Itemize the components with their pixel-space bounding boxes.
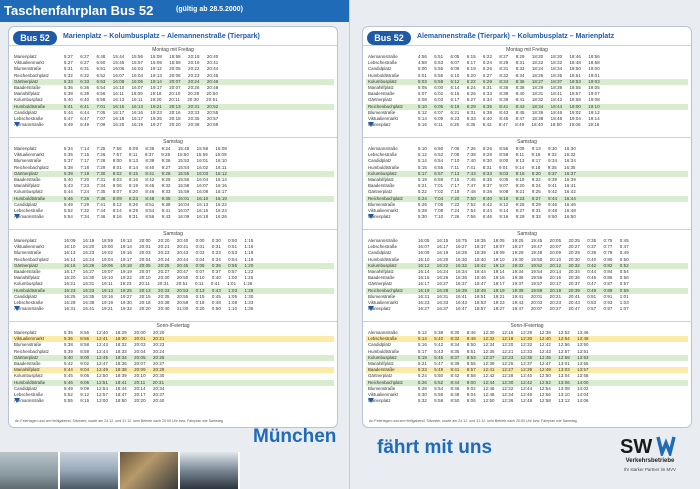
- stop-name: Alemannstraße: [368, 238, 398, 243]
- departure-times: 5:32 6:32 6:52 16:07 16:04 19:13 20:06 20:23 20:45: [64, 72, 219, 78]
- stop-name: Reichenbachplatz: [14, 256, 49, 262]
- timetable-row: [366, 122, 688, 128]
- stop-name: Candidplatz: [368, 66, 392, 72]
- timetable-row: [12, 122, 334, 128]
- stop-name: Reichenbachplatz: [14, 348, 49, 354]
- stop-name: Kolumbusplatz: [368, 78, 397, 84]
- svg-text:SW: SW: [620, 436, 653, 456]
- departure-times: 16:07 16:17 16:27 18:37 19:07 19:27 19:47 20:07 20:27 0:37 0:77 0:47: [418, 244, 629, 250]
- stop-name: Mariahilfplatz: [368, 84, 394, 90]
- stop-name: Reichenbachplatz: [368, 103, 403, 109]
- stop-name: Candidplatz: [368, 342, 392, 348]
- stop-name: Viktualienmarkt: [14, 244, 44, 250]
- timetable-block: [366, 238, 688, 312]
- direction-arrow-icon: [368, 306, 374, 311]
- footnote: An Feiertagen und am Heiligabend, Silvester, sowie am 24.12. und 31.12. kein Betrieb nach 20:00 Uhr bzw. Fahrplan wie Samstag: [369, 419, 577, 423]
- stop-name: Candidplatz: [14, 293, 38, 299]
- departure-times: 5:07 6:02 6:16 6:26 6:33 8:38 8:40 18:31 18:41 18:57 19:07: [418, 91, 600, 97]
- departure-times: 5:26 5:52 8:44 9:00 12:44 12:30 12:42 12:52 13:06 14:00: [418, 379, 589, 385]
- stop-name: Marienplatz: [368, 122, 391, 128]
- departure-times: 5:08 6:03 6:17 6:27 6:34 8:39 8:41 18:32 18:42 18:58 19:08: [418, 97, 600, 103]
- stop-name: Mariahilfplatz: [14, 183, 40, 189]
- direction-arrow-icon: [14, 306, 20, 311]
- section-divider: [9, 137, 337, 138]
- section-divider: [363, 45, 691, 46]
- stop-name: Kolumbusplatz: [14, 97, 43, 103]
- departure-times: 5:21 5:47 8:39 8:55 12:39 12:25 12:37 12:47 13:01 13:55: [418, 360, 589, 366]
- stop-name: Viktualienmarkt: [368, 391, 398, 397]
- stop-name: Gärtnerplatz: [368, 189, 393, 195]
- departure-times: 16:09 16:19 16:29 18:39 19:09 19:29 19:49 20:09 20:29 0:39 0:79 0:49: [418, 250, 629, 256]
- departure-times: 5:14 6:09 6:23 6:33 6:40 8:45 8:47 18:38 18:48 19:04 19:14: [418, 115, 600, 121]
- departure-times: 16:28 16:38 19:19 19:30 20:18 20:38 20:58 0:18 0:48 1:08 1:33: [64, 299, 254, 305]
- stop-name: Lebschestraße: [14, 115, 44, 121]
- departure-times: 5:34 7:14 7:25 7:56 8:09 8:36 9:24 15:49 15:58 16:08: [64, 146, 227, 151]
- departure-times: 5:52 7:32 7:44 8:14 8:29 8:54 9:41 16:07 16:15 16:24: [64, 207, 227, 213]
- timetable-row: [366, 214, 688, 220]
- section-divider: [363, 321, 691, 322]
- departure-times: 5:27 6:27 6:48 15:44 15:56 15:08 15:58 20:18 20:40: [64, 54, 219, 59]
- departure-times: 5:52 9:12 12:57 18:47 20:17 20:37: [64, 391, 165, 397]
- timetable-block: [366, 330, 688, 404]
- stop-name: Kolumbusplatz: [368, 170, 397, 176]
- departure-times: 16:19 16:29 16:39 18:49 19:19 19:39 19:59 20:19 20:39 0:49 0:89 0:59: [418, 287, 629, 293]
- stop-name: Baaderstraße: [368, 91, 395, 97]
- stop-name: Gärtnerplatz: [368, 97, 393, 103]
- departure-times: 5:46 7:26 7:38 8:09 8:23 8:48 9:35 16:01 16:10 16:19: [64, 195, 227, 201]
- stop-name: Lebschestraße: [368, 152, 398, 158]
- departure-times: 5:37 7:17 7:28 8:00 8:13 8:39 9:26 15:53 16:01 16:10: [64, 158, 227, 164]
- stop-name: Humboldtstraße: [14, 103, 46, 109]
- departure-times: 16:31 16:41 19:21 19:32 20:20 20:40 21:00 0:20 0:50 1:10 1:35: [64, 306, 254, 312]
- section-divider: [363, 229, 691, 230]
- departure-times: 5:16 6:11 6:25 6:35 6:42 8:47 8:49 18:40 18:50 19:06 19:16: [418, 122, 600, 128]
- departure-times: 16:23 16:33 16:43 18:53 19:23 19:43 20:03 20:23 20:43 0:53 0:93 1:03: [418, 299, 629, 305]
- stop-name: Candidplatz: [14, 109, 38, 115]
- stop-name: Baaderstraße: [368, 183, 395, 189]
- timetable-row: [366, 398, 688, 404]
- validity-note: (gültig ab 28.5.2000): [176, 6, 243, 13]
- section-divider: [9, 45, 337, 46]
- departure-times: 5:19 5:45 8:37 8:53 12:37 12:23 12:35 12:45 12:59 13:53: [418, 354, 589, 360]
- bus-line-badge: Bus 52: [367, 31, 411, 45]
- departure-times: 5:54 7:34 7:46 8:16 8:31 8:56 9:43 16:09 16:18 16:26: [64, 214, 227, 220]
- departure-times: 5:39 7:19 7:30 8:02 8:15 8:41 9:28 15:55 16:03 16:12: [64, 170, 227, 176]
- departure-times: 5:17 5:43 8:35 8:51 12:35 12:21 12:33 12:43 12:57 13:51: [418, 348, 589, 354]
- departure-times: 5:12 6:07 6:21 6:31 6:38 8:43 8:45 18:36 18:46 19:02 19:12: [418, 109, 600, 115]
- stop-name: Blumenstraße: [14, 158, 42, 164]
- section-label: Montag mit Freitag: [152, 47, 194, 53]
- departure-times: 5:30 5:56 8:48 9:04 12:48 12:34 12:46 12:56 13:10 14:04: [418, 391, 589, 397]
- departure-times: 5:22 7:02 7:18 7:48 8:38 9:08 9:21 9:25 9:42 16:42: [418, 189, 576, 195]
- stop-name: Blumenstraße: [368, 293, 396, 299]
- stop-name: Humboldtstraße: [368, 164, 400, 170]
- departure-times: 16:17 16:27 16:37 18:47 19:17 19:37 19:57 20:17 20:37 0:47 0:87 0:57: [418, 281, 629, 287]
- stop-name: Marienplatz: [14, 330, 37, 335]
- departure-times: 5:24 7:04 7:20 7:50 8:40 9:10 9:23 9:27 9:44 16:44: [418, 195, 576, 201]
- bus-photo: [180, 452, 240, 489]
- departure-times: 5:21 7:01 7:17 7:47 8:37 9:07 9:20 9:24 9:41 16:41: [418, 183, 576, 189]
- timetable-block: [12, 54, 334, 128]
- departure-times: 16:16 16:26 16:36 18:46 19:16 19:36 19:56 20:16 20:36 0:46 0:86 0:56: [418, 275, 629, 281]
- departure-times: 5:44 7:24 7:35 8:07 8:20 8:46 9:33 15:59 16:08 16:17: [64, 189, 227, 195]
- departure-times: 5:38 7:18 7:29 8:01 8:14 8:40 9:27 15:54 16:02 16:11: [64, 164, 227, 170]
- departure-times: 5:31 6:31 6:51 16:06 16:03 19:12 20:05 20:22 20:44: [64, 66, 219, 72]
- route-name: Marienplatz – Kolumbusplatz – Alemannenstraße (Tierpark): [63, 33, 260, 40]
- timetable-block: [12, 146, 334, 220]
- timetable-row: [12, 214, 334, 220]
- departure-times: 5:39 6:39 6:56 16:11 16:09 19:18 20:10 20:28 20:50: [64, 91, 218, 97]
- section-divider: [9, 229, 337, 230]
- stop-name: Viktualienmarkt: [14, 336, 44, 342]
- departure-times: 4:58 5:53 6:07 6:17 6:24 8:29 8:31 18:22 18:32 18:48 18:58: [418, 60, 600, 66]
- departure-times: 5:05 6:00 6:14 6:24 6:31 8:36 8:38 18:29 18:39 18:55 19:05: [418, 84, 600, 90]
- departure-times: 4:56 5:51 6:05 6:15 6:22 8:27 8:29 18:20 18:30 18:46 18:56: [418, 54, 600, 59]
- departure-times: 5:00 5:55 6:09 6:19 6:26 8:31 8:33 18:24 18:34 18:50 19:00: [418, 66, 600, 72]
- departure-times: 5:35 8:55 12:40 18:29 20:00 20:20: [64, 330, 165, 335]
- timetable-row: [12, 306, 334, 312]
- stop-name: Kolumbusplatz: [368, 354, 397, 360]
- stop-name: Kolumbusplatz: [14, 189, 43, 195]
- departure-times: 5:46 9:06 12:51 18:41 20:11 20:31: [64, 379, 165, 385]
- stop-name: Baaderstraße: [14, 360, 41, 366]
- stop-name: Viktualienmarkt: [368, 299, 398, 305]
- stop-name: Baaderstraße: [368, 367, 395, 373]
- departure-times: 16:21 16:31 16:41 18:51 19:21 19:41 20:01 20:21 20:41 0:51 0:91 1:01: [418, 293, 629, 299]
- departure-times: 5:45 9:05 12:50 18:39 20:10 20:30: [64, 373, 165, 379]
- stop-name: Mariahilfplatz: [368, 360, 394, 366]
- stop-name: Viktualienmarkt: [14, 152, 44, 158]
- stop-name: Lebschestraße: [14, 299, 44, 305]
- bus-photo: [0, 452, 60, 489]
- stop-name: Marienplatz: [14, 146, 37, 151]
- stop-name: Reichenbachplatz: [14, 164, 49, 170]
- stop-name: Blumenstraße: [14, 250, 42, 256]
- departure-times: 5:44 6:44 7:05 16:17 16:16 19:23 20:16 20:33 20:55: [64, 109, 219, 115]
- stop-name: Humboldtstraße: [14, 195, 46, 201]
- departure-times: 5:49 9:09 12:54 18:44 20:14 20:34: [64, 385, 165, 391]
- stop-name: Blumenstraße: [368, 201, 396, 207]
- departure-times: 16:10 16:20 19:00 19:14 20:01 20:21 20:41 0:01 0:31 0:51 1:16: [64, 244, 254, 250]
- stop-name: Lebschestraße: [14, 391, 44, 397]
- stop-name: Mariahilfplatz: [14, 367, 40, 373]
- stop-name: Humboldtstraße: [368, 256, 400, 262]
- departure-times: 5:24 5:50 8:42 8:58 12:42 12:28 12:40 12:50 13:04 13:58: [418, 373, 589, 379]
- stop-name: Marienplatz: [14, 54, 37, 59]
- departure-times: 5:44 9:04 12:49 18:38 20:09 20:29: [64, 367, 165, 373]
- stop-name: Alemannstraße: [14, 122, 44, 128]
- stop-name: Kolumbusplatz: [14, 373, 43, 379]
- bus-photo: [60, 452, 120, 489]
- departure-times: 5:39 8:59 12:44 18:33 20:04 20:24: [64, 348, 165, 354]
- stop-name: Humboldtstraße: [14, 379, 46, 385]
- section-label: Samstag: [163, 139, 183, 145]
- departure-times: 16:25 16:35 19:16 19:27 20:15 20:35 20:55 0:15 0:45 1:05 1:30: [64, 293, 254, 299]
- stop-name: Gärtnerplatz: [14, 170, 39, 176]
- stop-name: Viktualienmarkt: [14, 60, 44, 66]
- direction-arrow-icon: [14, 214, 20, 219]
- stop-name: Humboldtstraße: [368, 72, 400, 78]
- stop-name: Mariahilfplatz: [14, 275, 40, 281]
- stop-name: Kolumbusplatz: [14, 281, 43, 287]
- route-name: Alemannenstraße (Tierpark) – Kolumbusplatz – Marienplatz: [417, 33, 615, 40]
- stop-name: Baaderstraße: [14, 84, 41, 90]
- timetable-block: [366, 146, 688, 220]
- departure-times: 5:27 6:27 6:50 15:45 15:57 15:09 15:59 20:19 20:41: [64, 60, 219, 66]
- departure-times: 5:17 6:57 7:13 7:43 8:33 9:03 9:16 9:20 9:37 16:37: [418, 170, 576, 176]
- departure-times: 5:35 7:15 7:26 7:57 8:11 8:37 9:25 15:50 15:59 16:09: [64, 152, 227, 158]
- departure-times: 16:17 16:27 19:07 19:19 20:07 20:27 20:47 0:07 0:37 0:57 1:22: [64, 268, 254, 274]
- departure-times: 5:36 6:36 6:54 16:10 16:07 19:17 20:07 20:26 20:48: [64, 84, 219, 90]
- departure-times: 16:09 16:19 18:59 19:13 20:00 20:20 20:40 0:00 0:30 0:50 1:15: [64, 238, 254, 243]
- departure-times: 5:12 6:52 7:08 7:38 8:28 8:58 9:11 9:15 9:32 16:32: [418, 152, 576, 158]
- footnote: An Feiertagen und am Heiligabend, Silvester, sowie am 24.12. und 31.12. kein Betrieb nach 20:00 Uhr bzw. Fahrplan wie Samstag: [15, 419, 223, 423]
- stop-name: Blumenstraße: [368, 385, 396, 391]
- stop-name: Mariahilfplatz: [368, 268, 394, 274]
- departure-times: 5:16 5:42 8:34 8:50 12:34 12:20 12:32 12:42 12:56 13:50: [418, 342, 589, 348]
- section-label: Sonn-/Feiertag: [510, 323, 544, 329]
- stop-name: Gärtnerplatz: [14, 78, 39, 84]
- swm-logo: [618, 434, 678, 456]
- section-divider: [363, 137, 691, 138]
- stop-name: Candidplatz: [14, 201, 38, 207]
- stop-name: Alemannstraße: [368, 146, 398, 151]
- departure-times: 5:10 6:50 7:06 7:36 8:26 8:56 9:09 9:13 9:30 16:30: [418, 146, 576, 151]
- stop-name: Lebschestraße: [14, 207, 44, 213]
- section-label: Samstag: [517, 139, 537, 145]
- departure-times: 16:16 16:26 19:06 19:18 20:05 20:25 20:45 0:05 0:35 0:55 1:20: [64, 262, 254, 268]
- departure-times: 5:26 7:06 7:22 7:52 8:42 9:12 9:25 9:29 9:46 16:46: [418, 201, 576, 207]
- stop-name: Lebschestraße: [368, 244, 398, 250]
- stop-name: Alemannstraße: [368, 54, 398, 59]
- stop-name: Baaderstraße: [368, 275, 395, 281]
- departure-times: 5:28 7:08 7:24 7:54 8:44 9:14 9:27 9:31 9:48 16:48: [418, 207, 576, 213]
- departure-times: 16:21 16:31 19:11 19:23 20:11 20:31 20:51 0:11 0:41 1:01 1:26: [64, 281, 253, 287]
- stop-name: Reichenbachplatz: [368, 195, 403, 201]
- timetable-panel-outbound: [8, 26, 338, 428]
- tagline-faehrt: fährt mit uns: [377, 437, 493, 458]
- direction-arrow-icon: [14, 398, 20, 403]
- section-label: Sonn-/Feiertag: [156, 323, 190, 329]
- departure-times: 16:12 16:22 16:32 18:42 19:12 19:32 19:52 20:12 20:32 0:42 0:82 0:52: [418, 262, 629, 268]
- stop-name: Blumenstraße: [14, 66, 42, 72]
- departure-times: 16:10 16:20 16:30 18:40 19:10 19:30 19:50 20:10 20:30 0:40 0:80 0:50: [418, 256, 629, 262]
- departure-times: 5:40 9:00 12:45 18:34 20:05 20:25: [64, 354, 165, 360]
- departure-times: 5:40 6:40 6:58 16:13 16:11 19:20 20:11 20:30 20:51: [64, 97, 218, 103]
- stop-name: Gärtnerplatz: [368, 281, 393, 287]
- stop-name: Reichenbachplatz: [368, 287, 403, 293]
- departure-times: 5:49 7:29 7:41 8:12 8:26 8:51 9:38 16:04 16:13 16:22: [64, 201, 227, 207]
- departure-times: 5:01 5:56 6:10 6:20 6:27 8:32 8:34 18:25 18:35 18:51 19:01: [418, 72, 600, 78]
- departure-times: 5:23 5:49 8:41 8:57 12:41 12:27 12:39 12:49 13:03 13:57: [418, 367, 589, 373]
- departure-times: 16:14 16:24 16:34 18:44 19:14 19:34 19:54 20:14 20:34 0:44 0:84 0:54: [418, 268, 629, 274]
- stop-name: Baaderstraße: [14, 268, 41, 274]
- departure-times: 5:14 5:40 8:32 8:48 12:32 12:18 12:30 12:40 12:54 13:48: [418, 336, 589, 342]
- departure-times: 16:13 16:23 19:02 19:16 20:03 20:23 20:43 0:03 0:33 0:53 1:18: [64, 250, 254, 256]
- stop-name: Candidplatz: [368, 158, 392, 164]
- bus-photo: [120, 452, 180, 489]
- stop-name: Reichenbachplatz: [14, 72, 49, 78]
- stop-name: Alemannstraße: [368, 330, 398, 335]
- stop-name: Mariahilfplatz: [368, 176, 394, 182]
- photo-strip: [0, 452, 240, 489]
- tagline-munich: München: [253, 426, 337, 447]
- stop-name: Humboldtstraße: [368, 348, 400, 354]
- stop-name: Marienplatz: [368, 398, 391, 404]
- stop-name: Mariahilfplatz: [14, 91, 40, 97]
- departure-times: 16:14 16:24 19:04 19:17 20:04 20:24 20:44 0:04 0:34 0:54 1:19: [64, 256, 254, 262]
- stop-name: Marienplatz: [368, 214, 391, 220]
- departure-times: 5:30 7:10 7:26 7:56 8:46 9:16 9:29 9:33 9:50 16:50: [418, 214, 576, 220]
- departure-times: 5:42 9:02 12:47 18:36 20:07 20:27: [64, 360, 165, 366]
- logo-subtitle: Ihr starker Partner im MVV: [624, 467, 676, 472]
- stop-name: Alemannstraße: [14, 214, 44, 220]
- logo-name: Verkehrsbetriebe: [625, 458, 675, 464]
- departure-times: 5:28 5:54 8:46 9:02 12:46 12:32 12:44 12:54 13:08 14:02: [418, 385, 589, 391]
- stop-name: Humboldtstraße: [14, 287, 46, 293]
- stop-name: Gärtnerplatz: [14, 262, 39, 268]
- direction-arrow-icon: [368, 122, 374, 127]
- stop-name: Blumenstraße: [14, 342, 42, 348]
- departure-times: 5:38 8:58 12:43 18:32 20:03 20:23: [64, 342, 165, 348]
- departure-times: 5:49 6:49 7:09 16:20 16:19 19:27 20:20 20:38 20:59: [64, 122, 219, 128]
- stop-name: Gärtnerplatz: [14, 354, 39, 360]
- timetable-block: [366, 54, 688, 128]
- route-header: [13, 31, 333, 45]
- stop-name: Reichenbachplatz: [368, 379, 403, 385]
- timetable-block: [12, 238, 334, 312]
- departure-times: 5:47 6:47 7:07 16:18 16:17 19:25 20:18 20:35 20:57: [64, 115, 219, 121]
- departure-times: 5:10 6:05 6:19 6:29 6:36 8:41 8:43 18:34 18:44 19:00 19:10: [418, 103, 600, 109]
- section-divider: [9, 321, 337, 322]
- stop-name: Lebschestraße: [368, 336, 398, 342]
- stop-name: Marienplatz: [368, 306, 391, 312]
- page-title: Taschenfahrplan Bus 52: [4, 3, 154, 18]
- stop-name: Baaderstraße: [14, 176, 41, 182]
- stop-name: Viktualienmarkt: [368, 207, 398, 213]
- stop-name: Candidplatz: [368, 250, 392, 256]
- departure-times: 16:05 16:15 16:75 18:35 19:05 19:25 19:45 20:05 20:25 0:35 0:75 0:45: [418, 238, 629, 243]
- departure-times: 5:55 9:15 13:00 18:50 20:20 20:40: [64, 398, 165, 404]
- timetable-row: [12, 398, 334, 404]
- stop-name: Viktualienmarkt: [368, 115, 398, 121]
- stop-name: Blumenstraße: [368, 109, 396, 115]
- timetable-row: [366, 306, 688, 312]
- departure-times: 5:33 6:33 6:53 16:08 16:05 19:14 20:07 20:24 20:46: [64, 78, 219, 84]
- departure-times: 5:41 6:41 7:01 16:15 16:13 19:21 20:13 20:31 20:52: [64, 103, 219, 109]
- departure-times: 5:12 5:38 8:30 8:46 12:30 12:16 12:28 12:38 12:52 13:46: [418, 330, 589, 335]
- direction-arrow-icon: [14, 122, 20, 127]
- timetable-block: [12, 330, 334, 404]
- stop-name: Gärtnerplatz: [368, 373, 393, 379]
- page-fold: [349, 0, 350, 489]
- header-band: [0, 0, 350, 22]
- direction-arrow-icon: [368, 398, 374, 403]
- departure-times: 5:03 5:58 6:12 6:22 6:29 8:34 8:36 18:27 18:37 18:53 19:03: [418, 78, 600, 84]
- bus-line-badge: Bus 52: [13, 31, 57, 45]
- stop-name: Kolumbusplatz: [368, 262, 397, 268]
- departure-times: 5:32 5:58 8:50 9:06 12:50 12:36 12:48 12:58 13:12 14:06: [418, 398, 589, 404]
- stop-name: Alemannstraße: [14, 306, 44, 312]
- departure-times: 5:36 8:56 12:41 18:30 20:01 20:21: [64, 336, 165, 342]
- departure-times: 16:27 16:37 16:47 18:57 19:27 19:47 20:07 20:27 20:47 0:57 0:97 1:07: [418, 306, 629, 312]
- departure-times: 16:23 16:33 19:13 19:25 20:13 20:33 20:53 0:13 0:43 1:03 1:28: [64, 287, 254, 293]
- departure-times: 5:40 7:20 7:31 8:03 8:16 8:42 9:29 15:56 16:04 16:14: [64, 176, 227, 182]
- departure-times: 5:43 7:23 7:34 8:06 8:19 8:45 9:32 15:58 16:07 16:16: [64, 183, 227, 189]
- route-header: [367, 31, 687, 45]
- departure-times: 16:20 16:30 19:10 19:22 20:10 20:30 20:50 0:10 0:40 1:00 1:25: [64, 275, 254, 281]
- timetable-panel-inbound: [362, 26, 692, 428]
- section-label: Samstag: [517, 231, 537, 237]
- departure-times: 5:15 6:55 7:11 7:41 8:31 9:01 9:14 9:18 9:35 16:35: [418, 164, 576, 170]
- stop-name: Marienplatz: [14, 238, 37, 243]
- section-label: Samstag: [163, 231, 183, 237]
- direction-arrow-icon: [368, 214, 374, 219]
- stop-name: Alemannstraße: [14, 398, 44, 404]
- departure-times: 5:19 6:59 7:15 7:45 8:35 9:05 9:18 9:22 9:39 16:39: [418, 176, 576, 182]
- stop-name: Lebschestraße: [368, 60, 398, 66]
- stop-name: Candidplatz: [14, 385, 38, 391]
- departure-times: 5:14 6:54 7:10 7:40 8:30 9:00 9:13 9:17 9:34 16:34: [418, 158, 576, 164]
- section-label: Montag mit Freitag: [506, 47, 548, 53]
